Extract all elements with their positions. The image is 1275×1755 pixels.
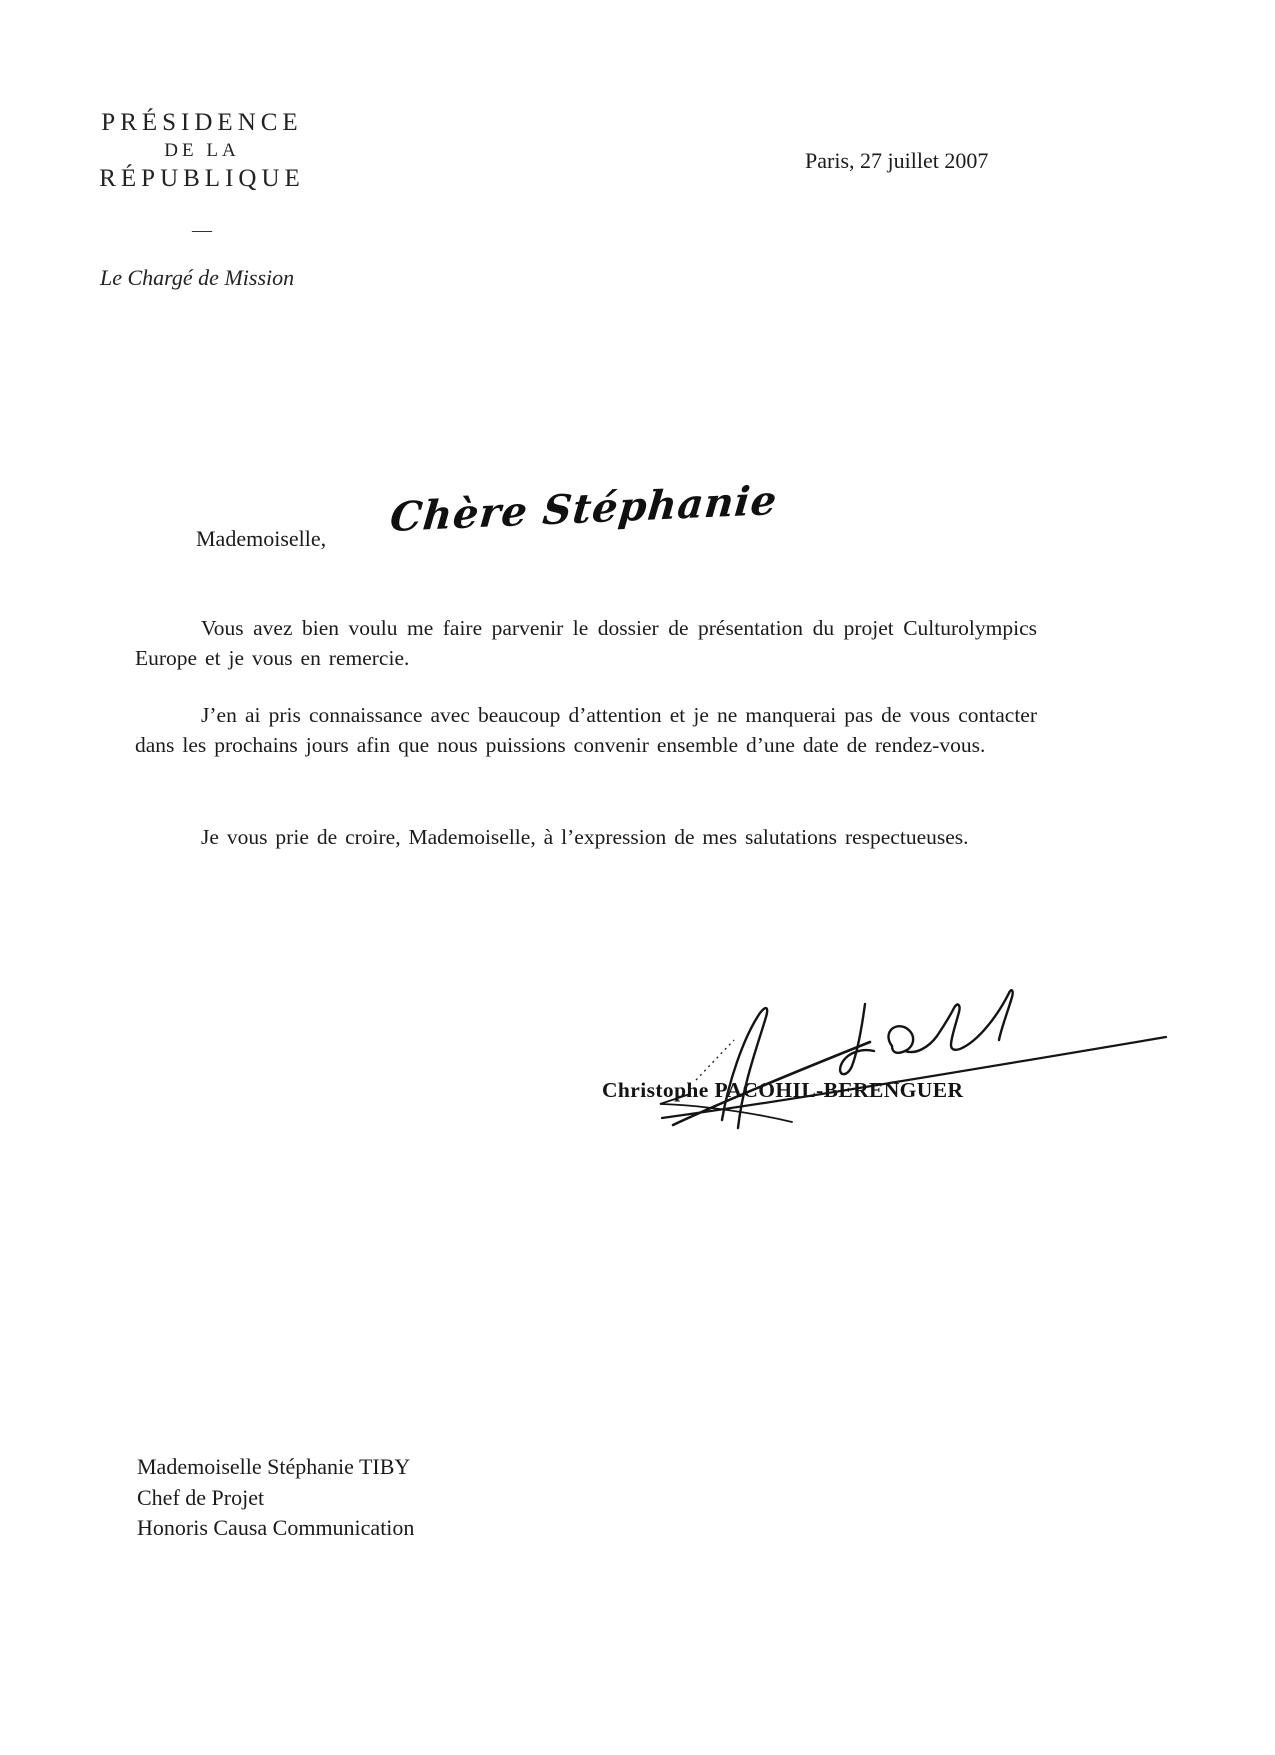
letterhead <box>62 108 342 242</box>
handwritten-note: Chère Stéphanie <box>388 476 780 541</box>
recipient-name: Mademoiselle Stéphanie TIBY <box>137 1454 411 1479</box>
letterhead-line2: DE LA <box>164 140 240 161</box>
salutation-typed: Mademoiselle, <box>196 526 327 551</box>
body-paragraph-2: J’en ai pris connaissance avec beaucoup d’attention et je ne manquerai pas de vous contacter dans les prochains jours afin que nous puissions convenir ensemble d’une date de rendez-vous. <box>135 703 1037 757</box>
recipient-block <box>137 1452 414 1544</box>
letterhead-separator: — <box>192 219 212 241</box>
sender-title: Le Chargé de Mission <box>100 265 295 290</box>
signature-scribble <box>580 980 1170 1140</box>
letterhead-line3: RÉPUBLIQUE <box>99 165 305 192</box>
signature-name: Christophe PACOHIL-BERENGUER <box>602 1078 964 1102</box>
date-line: Paris, 27 juillet 2007 <box>805 148 989 173</box>
signature-block <box>580 980 1170 1140</box>
body-paragraph-3: Je vous prie de croire, Mademoiselle, à l’expression de mes salutations respectueuses. <box>201 825 969 849</box>
recipient-company: Honoris Causa Communication <box>137 1515 415 1540</box>
letterhead-line1: PRÉSIDENCE <box>101 109 303 136</box>
body-paragraph-1: Vous avez bien voulu me faire parvenir le dossier de présentation du projet Culturolympics Europe et je vous en remercie. <box>135 616 1037 670</box>
recipient-role: Chef de Projet <box>137 1484 265 1510</box>
